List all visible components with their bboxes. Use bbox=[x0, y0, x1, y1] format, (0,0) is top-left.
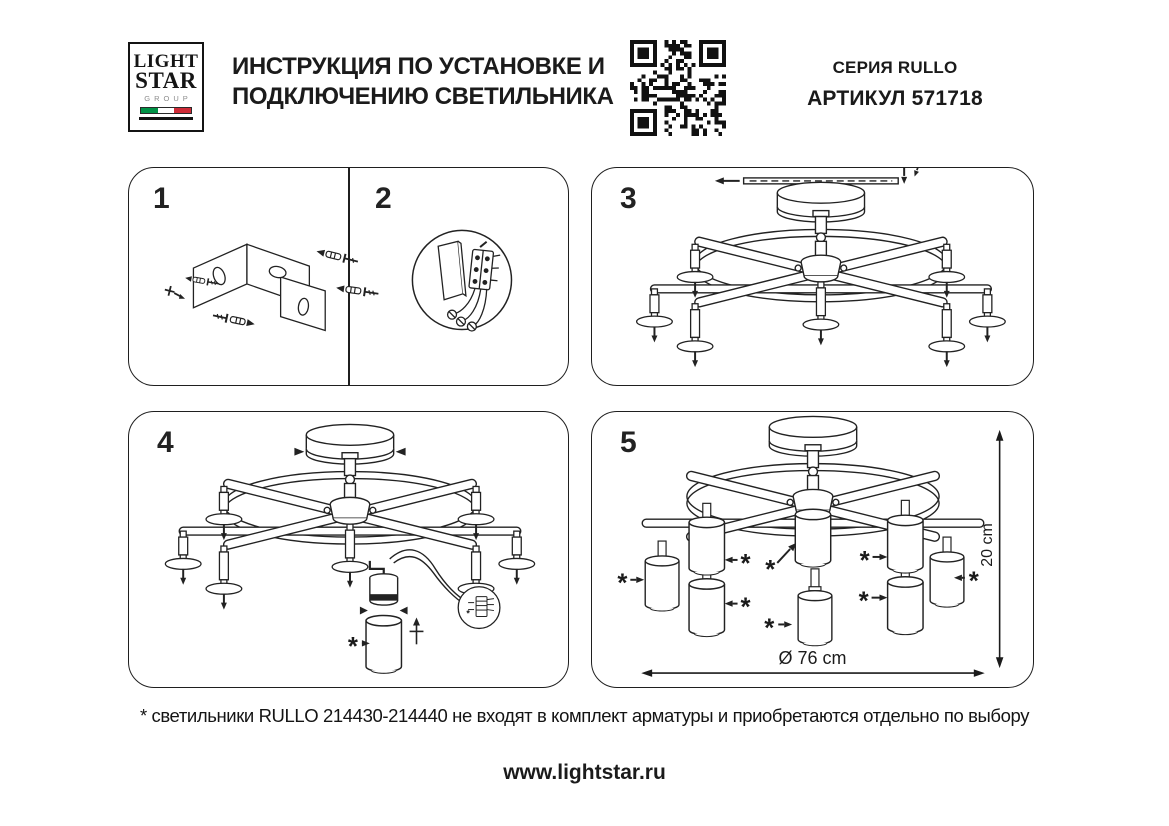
logo-word-star: STAR bbox=[135, 68, 197, 93]
step-4-illustration bbox=[129, 412, 568, 687]
panel-step-3 bbox=[591, 167, 1034, 386]
lightstar-logo bbox=[128, 42, 204, 132]
logo-word-group: GROUP bbox=[144, 94, 192, 103]
series-label: СЕРИЯ RULLO bbox=[832, 58, 958, 77]
shade-asterisk: * bbox=[765, 555, 776, 584]
shade-asterisk: * bbox=[764, 614, 775, 643]
shade-asterisk: * bbox=[740, 549, 751, 578]
panel-step-1-2 bbox=[128, 167, 569, 386]
detail-asterisk: * bbox=[466, 608, 470, 619]
shade-asterisk: * bbox=[740, 593, 751, 622]
article-label: АРТИКУЛ 571718 bbox=[807, 87, 983, 110]
step-3-illustration bbox=[592, 168, 1033, 385]
step-number-1: 1 bbox=[153, 182, 170, 215]
panel-step-5 bbox=[591, 411, 1034, 688]
footnote: * светильники RULLO 214430-214440 не входят в комплект арматуры и приобретаются отдельно по выбору bbox=[139, 705, 1030, 726]
title-line-1: ИНСТРУКЦИЯ ПО УСТАНОВКЕ И bbox=[232, 53, 605, 80]
product-info bbox=[780, 58, 1010, 111]
step-number-3: 3 bbox=[620, 182, 637, 215]
logo-word-light: LIGHT bbox=[133, 51, 199, 72]
step-number-2: 2 bbox=[375, 182, 392, 215]
step-number-5: 5 bbox=[620, 426, 637, 459]
shade-asterisk: * bbox=[859, 546, 870, 575]
document-title bbox=[232, 52, 614, 112]
panel-step-4 bbox=[128, 411, 569, 688]
website-url: www.lightstar.ru bbox=[503, 761, 666, 784]
shade-asterisk: * bbox=[858, 587, 869, 616]
shade-asterisk: * bbox=[347, 633, 358, 662]
logo-underline bbox=[139, 117, 193, 120]
title-line-2: ПОДКЛЮЧЕНИЮ СВЕТИЛЬНИКА bbox=[232, 83, 614, 110]
shade-asterisk: * bbox=[968, 567, 979, 596]
step-5-illustration bbox=[592, 412, 1033, 687]
italian-flag-icon bbox=[140, 107, 192, 114]
qr-code bbox=[630, 40, 726, 136]
step-number-4: 4 bbox=[157, 426, 174, 459]
height-dimension-label: 20 cm bbox=[979, 523, 996, 567]
shade-asterisk: * bbox=[617, 569, 628, 598]
diameter-dimension-label: Ø 76 cm bbox=[778, 648, 847, 668]
step-1-2-illustration bbox=[129, 168, 568, 385]
